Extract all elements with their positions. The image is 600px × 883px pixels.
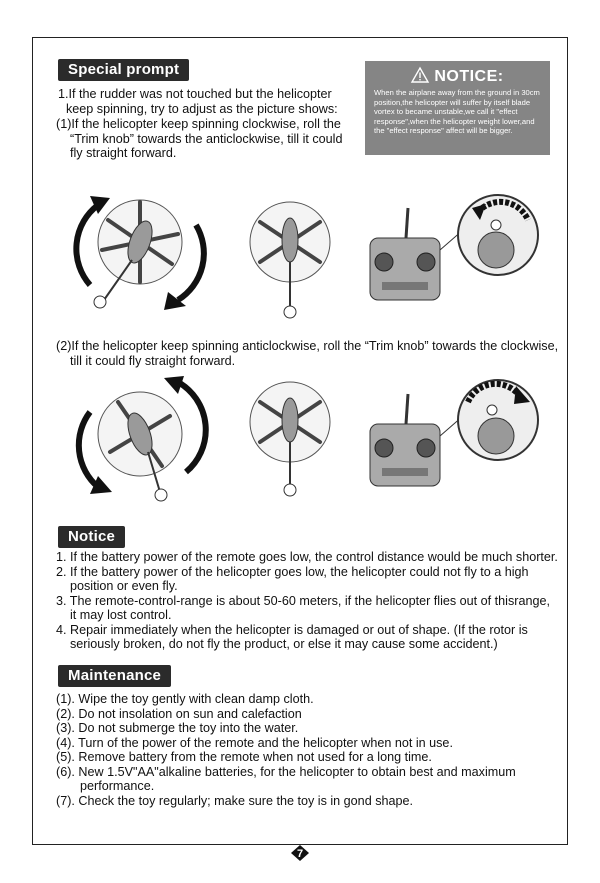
intro-line-1: 1.If the rudder was not touched but the helicopter	[58, 87, 332, 101]
maintenance-item: (6). New 1.5V"AA"alkaline batteries, for the helicopter to obtain best and maximum performance.	[56, 764, 516, 793]
helicopter-clockwise-illustration	[68, 180, 218, 330]
warning-icon	[411, 67, 429, 83]
case1-line-1: (1)If the helicopter keep spinning clockwise, roll the	[56, 117, 341, 131]
helicopter-straight-illustration	[245, 200, 335, 325]
remote-trim-anticlockwise-illustration	[368, 190, 548, 315]
remote-trim-clockwise-illustration	[368, 372, 548, 502]
notice-header: Notice	[58, 526, 125, 548]
notice-item: 3. The remote-control-range is about 50-60 meters, if the helicopter flies out of thisrange, it may lost control.	[56, 593, 550, 622]
special-prompt-header: Special prompt	[58, 59, 189, 81]
notice-list	[56, 550, 558, 652]
maintenance-item: (5). Remove battery from the remote when not used for a long time.	[56, 750, 432, 764]
maintenance-list	[56, 692, 516, 808]
notice-item: 1. If the battery power of the remote goes low, the control distance would be much shorter.	[56, 550, 558, 564]
notice-box-body: When the airplane away from the ground in 30cm position,the helicopter will suffer by itself blade vortex to became unstable,we call it "effect response",when the helicopter weight lower,and the "effect response" affect will be bigger.	[374, 88, 540, 136]
notice-item: 4. Repair immediately when the helicopter is damaged or out of shape. (If the rotor is seriously broken, do not fly the product, or else it may cause some accident.)	[56, 622, 528, 651]
intro-line-2: keep spinning, try to adjust as the picture shows:	[66, 101, 338, 116]
maintenance-item: (7). Check the toy regularly; make sure the toy is in gond shape.	[56, 793, 414, 808]
notice-box-title-row	[365, 67, 550, 86]
helicopter-anticlockwise-illustration	[68, 372, 218, 512]
case2-line-2: till it could fly straight forward.	[70, 353, 236, 368]
case2-text	[56, 339, 558, 368]
case1-text	[56, 117, 343, 161]
case1-line-2: “Trim knob” towards the anticlockwise, till it could	[70, 131, 343, 146]
helicopter-straight-illustration-2	[245, 380, 335, 505]
notice-box-title: NOTICE:	[434, 68, 504, 85]
notice-box	[365, 61, 550, 155]
case2-line-1: (2)If the helicopter keep spinning anticlockwise, roll the “Trim knob” towards the clockwise,	[56, 339, 559, 353]
page-number: 7	[296, 848, 304, 860]
maintenance-item: (4). Turn of the power of the remote and the helicopter when not in use.	[56, 735, 453, 750]
page-number-badge	[291, 845, 309, 861]
special-prompt-intro	[58, 87, 338, 116]
rotation-arrow-left	[76, 205, 98, 285]
maintenance-header: Maintenance	[58, 665, 171, 687]
notice-item: 2. If the battery power of the helicopter goes low, the helicopter could not fly to a high position or even fly.	[56, 564, 529, 593]
case1-line-3: fly straight forward.	[70, 146, 177, 160]
maintenance-item: (3). Do not submerge the toy into the water.	[56, 721, 299, 735]
maintenance-item: (2). Do not insolation on sun and calefaction	[56, 706, 302, 721]
maintenance-item: (1). Wipe the toy gently with clean damp cloth.	[56, 692, 314, 706]
